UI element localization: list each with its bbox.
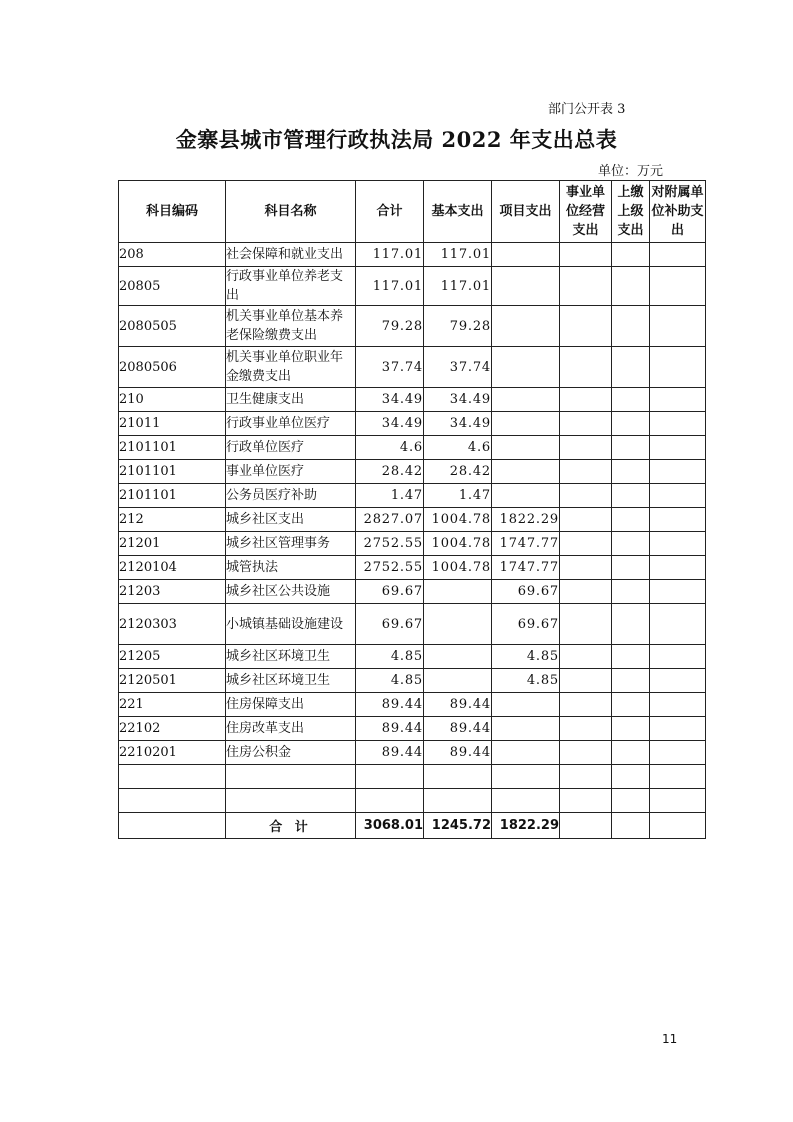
table-row [119, 693, 706, 717]
table-row [119, 604, 706, 645]
remit-cell [612, 693, 650, 717]
remit-cell [612, 532, 650, 556]
project-cell [492, 347, 560, 388]
grand-basic-cell: 1245.72 [424, 813, 492, 839]
remit-cell [612, 484, 650, 508]
table-row [119, 741, 706, 765]
basic-cell: 34.49 [424, 388, 492, 412]
subject-code-cell: 22102 [119, 717, 226, 741]
total-cell: 34.49 [356, 412, 424, 436]
subject-code-cell: 2120303 [119, 604, 226, 645]
empty-cell [650, 765, 706, 789]
basic-cell: 117.01 [424, 267, 492, 306]
basic-cell: 89.44 [424, 693, 492, 717]
total-empty-cell [560, 813, 612, 839]
basic-cell: 89.44 [424, 741, 492, 765]
table-row [119, 717, 706, 741]
business-cell [560, 556, 612, 580]
subsidy-cell [650, 604, 706, 645]
project-cell [492, 741, 560, 765]
grand-project-cell: 1822.29 [492, 813, 560, 839]
subsidy-cell [650, 243, 706, 267]
total-cell: 79.28 [356, 306, 424, 347]
unit-label: 单位：万元 [598, 164, 664, 179]
empty-cell [119, 765, 226, 789]
remit-cell [612, 717, 650, 741]
remit-cell [612, 604, 650, 645]
total-empty-cell [119, 813, 226, 839]
basic-cell: 4.6 [424, 436, 492, 460]
total-cell: 2827.07 [356, 508, 424, 532]
total-empty-cell [612, 813, 650, 839]
basic-cell: 89.44 [424, 717, 492, 741]
business-cell [560, 717, 612, 741]
subsidy-cell [650, 741, 706, 765]
total-cell: 2752.55 [356, 556, 424, 580]
col-header-remit: 上缴上级支出 [612, 181, 650, 243]
total-cell: 89.44 [356, 717, 424, 741]
business-cell [560, 460, 612, 484]
business-cell [560, 693, 612, 717]
table-row [119, 460, 706, 484]
subject-name-cell: 小城镇基础设施建设 [226, 604, 356, 645]
business-cell [560, 508, 612, 532]
project-cell: 1822.29 [492, 508, 560, 532]
subject-code-cell: 2120501 [119, 669, 226, 693]
empty-cell [424, 765, 492, 789]
basic-cell: 1004.78 [424, 556, 492, 580]
business-cell [560, 484, 612, 508]
basic-cell: 34.49 [424, 412, 492, 436]
remit-cell [612, 580, 650, 604]
table-header-row [119, 181, 706, 243]
subject-code-cell: 2101101 [119, 436, 226, 460]
project-cell [492, 388, 560, 412]
expenditure-table [118, 180, 706, 839]
subject-name-cell: 机关事业单位基本养老保险缴费支出 [226, 306, 356, 347]
total-cell: 69.67 [356, 580, 424, 604]
subject-code-cell: 221 [119, 693, 226, 717]
business-cell [560, 645, 612, 669]
basic-cell [424, 604, 492, 645]
project-cell [492, 243, 560, 267]
table-row [119, 243, 706, 267]
business-cell [560, 436, 612, 460]
total-cell: 89.44 [356, 741, 424, 765]
col-header-total: 合计 [356, 181, 424, 243]
form-number: 部门公开表 3 [548, 102, 626, 117]
col-header-business: 事业单位经营支出 [560, 181, 612, 243]
subject-name-cell: 城乡社区环境卫生 [226, 669, 356, 693]
remit-cell [612, 741, 650, 765]
project-cell [492, 717, 560, 741]
page-title: 金寨县城市管理行政执法局 2022 年支出总表 [175, 127, 618, 152]
project-cell [492, 306, 560, 347]
empty-cell [492, 765, 560, 789]
total-row [119, 813, 706, 839]
basic-cell: 1004.78 [424, 532, 492, 556]
remit-cell [612, 412, 650, 436]
subject-code-cell: 2080506 [119, 347, 226, 388]
subsidy-cell [650, 508, 706, 532]
subject-name-cell: 卫生健康支出 [226, 388, 356, 412]
col-header-basic: 基本支出 [424, 181, 492, 243]
subsidy-cell [650, 388, 706, 412]
subject-code-cell: 2080505 [119, 306, 226, 347]
col-header-project: 项目支出 [492, 181, 560, 243]
project-cell: 4.85 [492, 669, 560, 693]
total-empty-cell [650, 813, 706, 839]
empty-cell [560, 765, 612, 789]
subsidy-cell [650, 645, 706, 669]
table-row [119, 556, 706, 580]
business-cell [560, 243, 612, 267]
subject-code-cell: 20805 [119, 267, 226, 306]
project-cell: 1747.77 [492, 532, 560, 556]
business-cell [560, 532, 612, 556]
col-header-code: 科目编码 [119, 181, 226, 243]
table-row [119, 484, 706, 508]
total-cell: 4.6 [356, 436, 424, 460]
remit-cell [612, 460, 650, 484]
table-row [119, 306, 706, 347]
empty-cell [560, 789, 612, 813]
subject-code-cell: 21205 [119, 645, 226, 669]
empty-cell [226, 789, 356, 813]
empty-row [119, 789, 706, 813]
subject-name-cell: 机关事业单位职业年金缴费支出 [226, 347, 356, 388]
col-header-subsidy: 对附属单位补助支出 [650, 181, 706, 243]
remit-cell [612, 306, 650, 347]
empty-cell [650, 789, 706, 813]
subject-name-cell: 行政事业单位医疗 [226, 412, 356, 436]
empty-cell [356, 789, 424, 813]
remit-cell [612, 388, 650, 412]
business-cell [560, 412, 612, 436]
total-cell: 117.01 [356, 243, 424, 267]
table-row [119, 669, 706, 693]
total-cell: 4.85 [356, 669, 424, 693]
subject-code-cell: 21203 [119, 580, 226, 604]
basic-cell: 117.01 [424, 243, 492, 267]
project-cell: 69.67 [492, 580, 560, 604]
subsidy-cell [650, 580, 706, 604]
empty-cell [612, 765, 650, 789]
project-cell [492, 484, 560, 508]
empty-cell [226, 765, 356, 789]
table-row [119, 267, 706, 306]
basic-cell: 37.74 [424, 347, 492, 388]
project-cell [492, 412, 560, 436]
table-row [119, 532, 706, 556]
business-cell [560, 741, 612, 765]
total-cell: 2752.55 [356, 532, 424, 556]
grand-total-cell: 3068.01 [356, 813, 424, 839]
subject-name-cell: 住房改革支出 [226, 717, 356, 741]
subject-name-cell: 城管执法 [226, 556, 356, 580]
total-label: 合 计 [226, 813, 356, 839]
subsidy-cell [650, 717, 706, 741]
subject-name-cell: 城乡社区管理事务 [226, 532, 356, 556]
business-cell [560, 580, 612, 604]
subject-code-cell: 212 [119, 508, 226, 532]
total-cell: 28.42 [356, 460, 424, 484]
business-cell [560, 388, 612, 412]
total-cell: 34.49 [356, 388, 424, 412]
subsidy-cell [650, 460, 706, 484]
subject-code-cell: 2101101 [119, 460, 226, 484]
empty-row [119, 765, 706, 789]
subject-name-cell: 城乡社区公共设施 [226, 580, 356, 604]
subject-code-cell: 2101101 [119, 484, 226, 508]
subsidy-cell [650, 556, 706, 580]
basic-cell: 1004.78 [424, 508, 492, 532]
empty-cell [612, 789, 650, 813]
business-cell [560, 669, 612, 693]
remit-cell [612, 508, 650, 532]
subsidy-cell [650, 484, 706, 508]
subsidy-cell [650, 693, 706, 717]
basic-cell [424, 669, 492, 693]
table-row [119, 388, 706, 412]
subsidy-cell [650, 347, 706, 388]
table-row [119, 412, 706, 436]
subject-code-cell: 210 [119, 388, 226, 412]
subject-name-cell: 城乡社区环境卫生 [226, 645, 356, 669]
basic-cell: 28.42 [424, 460, 492, 484]
project-cell: 69.67 [492, 604, 560, 645]
subject-name-cell: 公务员医疗补助 [226, 484, 356, 508]
project-cell [492, 436, 560, 460]
project-cell [492, 460, 560, 484]
subsidy-cell [650, 306, 706, 347]
remit-cell [612, 436, 650, 460]
subject-code-cell: 21201 [119, 532, 226, 556]
basic-cell [424, 645, 492, 669]
total-cell: 1.47 [356, 484, 424, 508]
business-cell [560, 267, 612, 306]
subject-code-cell: 2210201 [119, 741, 226, 765]
total-cell: 4.85 [356, 645, 424, 669]
table-row [119, 580, 706, 604]
subject-name-cell: 住房公积金 [226, 741, 356, 765]
subject-name-cell: 社会保障和就业支出 [226, 243, 356, 267]
table-row [119, 347, 706, 388]
table-row [119, 436, 706, 460]
col-header-name: 科目名称 [226, 181, 356, 243]
subject-name-cell: 事业单位医疗 [226, 460, 356, 484]
project-cell: 4.85 [492, 645, 560, 669]
subsidy-cell [650, 412, 706, 436]
remit-cell [612, 347, 650, 388]
subsidy-cell [650, 436, 706, 460]
total-cell: 117.01 [356, 267, 424, 306]
subject-name-cell: 城乡社区支出 [226, 508, 356, 532]
table-row [119, 645, 706, 669]
subject-name-cell: 行政事业单位养老支出 [226, 267, 356, 306]
business-cell [560, 306, 612, 347]
basic-cell [424, 580, 492, 604]
project-cell [492, 693, 560, 717]
business-cell [560, 604, 612, 645]
empty-cell [424, 789, 492, 813]
subject-code-cell: 21011 [119, 412, 226, 436]
empty-cell [492, 789, 560, 813]
subject-name-cell: 行政单位医疗 [226, 436, 356, 460]
subject-code-cell: 2120104 [119, 556, 226, 580]
project-cell [492, 267, 560, 306]
subject-code-cell: 208 [119, 243, 226, 267]
remit-cell [612, 267, 650, 306]
basic-cell: 79.28 [424, 306, 492, 347]
subsidy-cell [650, 267, 706, 306]
total-cell: 69.67 [356, 604, 424, 645]
remit-cell [612, 645, 650, 669]
remit-cell [612, 669, 650, 693]
project-cell: 1747.77 [492, 556, 560, 580]
empty-cell [356, 765, 424, 789]
total-cell: 89.44 [356, 693, 424, 717]
remit-cell [612, 243, 650, 267]
empty-cell [119, 789, 226, 813]
subsidy-cell [650, 532, 706, 556]
basic-cell: 1.47 [424, 484, 492, 508]
remit-cell [612, 556, 650, 580]
business-cell [560, 347, 612, 388]
subsidy-cell [650, 669, 706, 693]
total-cell: 37.74 [356, 347, 424, 388]
page-number: 11 [662, 1032, 678, 1046]
subject-name-cell: 住房保障支出 [226, 693, 356, 717]
table-row [119, 508, 706, 532]
